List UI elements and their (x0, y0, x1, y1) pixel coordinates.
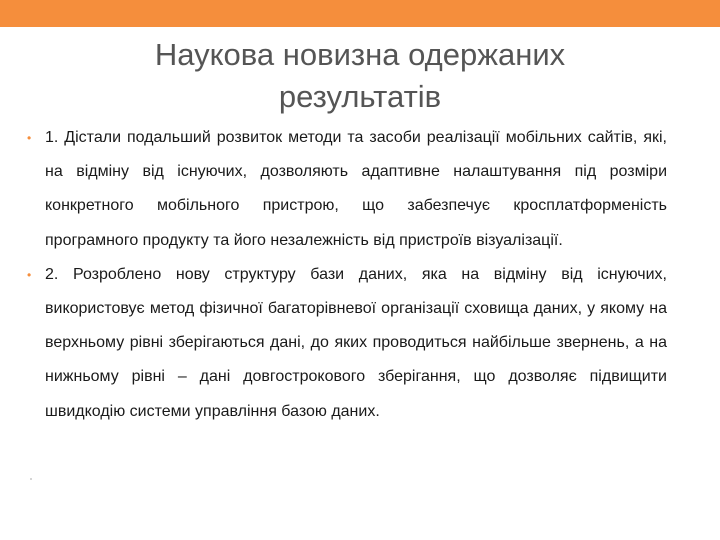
bullet-dot-icon: • (27, 267, 32, 282)
bullet-item (27, 258, 667, 429)
bullet-text: 1. Дістали подальший розвиток методи та засоби реалізації мобільних сайтів, які, на відміну від існуючих, дозволяють адаптивне налаштування під розміри конкретного мобільного пристрою, що забезпечує кросплатформеність програмного продукту та його незалежність від пристроїв візуалізації. (45, 129, 667, 249)
slide-title: Наукова новизна одержаних результатів (154, 37, 566, 114)
bullet-item (27, 121, 667, 258)
bullet-dot-icon: • (27, 131, 32, 145)
bullet-text: 2. Розроблено нову структуру бази даних, яка на відміну від існуючих, використовує метод фізичної багаторівневої організації сховища даних, у якому на верхньому рівні зберігаються дані, до яких проводиться найбільше звернень, а на нижньому рівні – дані довгострокового зберігання, що дозволяє підвищити швидкодію системи управління базою даних. (45, 265, 667, 420)
top-accent-bar (0, 0, 720, 27)
empty-bullet-marker (30, 478, 32, 480)
bullet-list (27, 121, 667, 429)
